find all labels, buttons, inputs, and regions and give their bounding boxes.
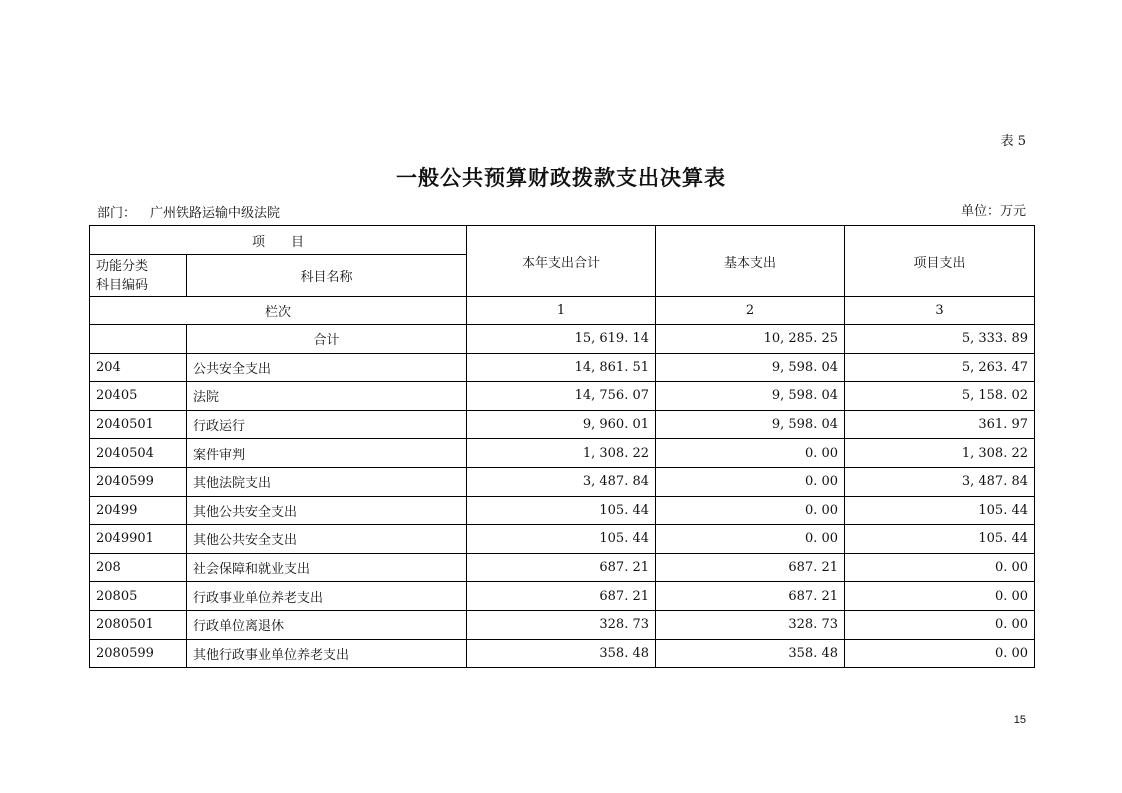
row-project: 0. 00	[845, 639, 1035, 668]
department-line	[97, 202, 280, 221]
row-code: 2040504	[90, 439, 187, 468]
row-basic: 328. 73	[656, 610, 845, 639]
row-basic: 0. 00	[656, 467, 845, 496]
row-name: 行政单位离退休	[187, 610, 467, 639]
row-basic: 687. 21	[656, 553, 845, 582]
row-total: 1, 308. 22	[467, 439, 656, 468]
row-name: 公共安全支出	[187, 353, 467, 382]
row-basic: 0. 00	[656, 439, 845, 468]
row-code: 208	[90, 553, 187, 582]
sequence-label: 栏次	[90, 297, 467, 325]
name-header: 科目名称	[187, 255, 467, 297]
summary-total: 15, 619. 14	[467, 325, 656, 354]
total-header: 本年支出合计	[467, 226, 656, 297]
department-name: 广州铁路运输中级法院	[150, 206, 281, 221]
row-total: 3, 487. 84	[467, 467, 656, 496]
row-total: 687. 21	[467, 582, 656, 611]
expenditure-table	[89, 225, 1035, 668]
summary-basic: 10, 285. 25	[656, 325, 845, 354]
sequence-basic: 2	[656, 297, 845, 325]
row-name: 其他公共安全支出	[187, 525, 467, 554]
row-project: 5, 263. 47	[845, 353, 1035, 382]
row-name: 其他法院支出	[187, 467, 467, 496]
table-row	[90, 467, 1035, 496]
row-basic: 687. 21	[656, 582, 845, 611]
table-row	[90, 496, 1035, 525]
row-total: 105. 44	[467, 525, 656, 554]
row-project: 105. 44	[845, 496, 1035, 525]
row-basic: 9, 598. 04	[656, 382, 845, 411]
table-row	[90, 639, 1035, 668]
table-row	[90, 353, 1035, 382]
row-code: 20805	[90, 582, 187, 611]
table-number: 表 5	[1000, 134, 1026, 149]
row-project: 0. 00	[845, 582, 1035, 611]
basic-header: 基本支出	[656, 226, 845, 297]
department-label: 部门：	[97, 206, 137, 221]
row-code: 2049901	[90, 525, 187, 554]
row-code: 2080599	[90, 639, 187, 668]
sequence-project: 3	[845, 297, 1035, 325]
page-number: 15	[1013, 714, 1026, 726]
summary-project: 5, 333. 89	[845, 325, 1035, 354]
summary-code-cell	[90, 325, 187, 354]
row-total: 9, 960. 01	[467, 410, 656, 439]
table-row	[90, 553, 1035, 582]
row-name: 其他公共安全支出	[187, 496, 467, 525]
row-name: 行政运行	[187, 410, 467, 439]
code-header-line-1: 功能分类	[96, 258, 149, 274]
table-row	[90, 525, 1035, 554]
sequence-total: 1	[467, 297, 656, 325]
row-basic: 9, 598. 04	[656, 353, 845, 382]
row-code: 2080501	[90, 610, 187, 639]
row-project: 5, 158. 02	[845, 382, 1035, 411]
row-code: 20499	[90, 496, 187, 525]
header-row-1	[90, 226, 1035, 255]
page-title: 一般公共预算财政拨款支出决算表	[396, 165, 726, 190]
unit-label: 单位：万元	[960, 204, 1026, 219]
row-basic: 358. 48	[656, 639, 845, 668]
row-basic: 0. 00	[656, 496, 845, 525]
summary-label: 合计	[187, 325, 467, 354]
table-row	[90, 610, 1035, 639]
row-total: 105. 44	[467, 496, 656, 525]
row-project: 3, 487. 84	[845, 467, 1035, 496]
row-total: 328. 73	[467, 610, 656, 639]
row-basic: 0. 00	[656, 525, 845, 554]
row-project: 0. 00	[845, 553, 1035, 582]
row-name: 社会保障和就业支出	[187, 553, 467, 582]
row-code: 2040501	[90, 410, 187, 439]
table-row	[90, 582, 1035, 611]
row-total: 687. 21	[467, 553, 656, 582]
row-total: 358. 48	[467, 639, 656, 668]
row-project: 1, 308. 22	[845, 439, 1035, 468]
summary-row	[90, 325, 1035, 354]
table-row	[90, 410, 1035, 439]
row-code: 2040599	[90, 467, 187, 496]
table-row	[90, 382, 1035, 411]
row-project: 361. 97	[845, 410, 1035, 439]
table-row	[90, 439, 1035, 468]
row-project: 0. 00	[845, 610, 1035, 639]
project-header: 项目支出	[845, 226, 1035, 297]
row-project: 105. 44	[845, 525, 1035, 554]
row-name: 法院	[187, 382, 467, 411]
sequence-row	[90, 297, 1035, 325]
row-name: 其他行政事业单位养老支出	[187, 639, 467, 668]
row-name: 行政事业单位养老支出	[187, 582, 467, 611]
row-code: 204	[90, 353, 187, 382]
row-code: 20405	[90, 382, 187, 411]
item-header: 项 目	[90, 226, 467, 255]
row-name: 案件审判	[187, 439, 467, 468]
row-total: 14, 756. 07	[467, 382, 656, 411]
row-basic: 9, 598. 04	[656, 410, 845, 439]
code-header	[90, 255, 187, 297]
row-total: 14, 861. 51	[467, 353, 656, 382]
code-header-line-2: 科目编码	[96, 277, 149, 293]
